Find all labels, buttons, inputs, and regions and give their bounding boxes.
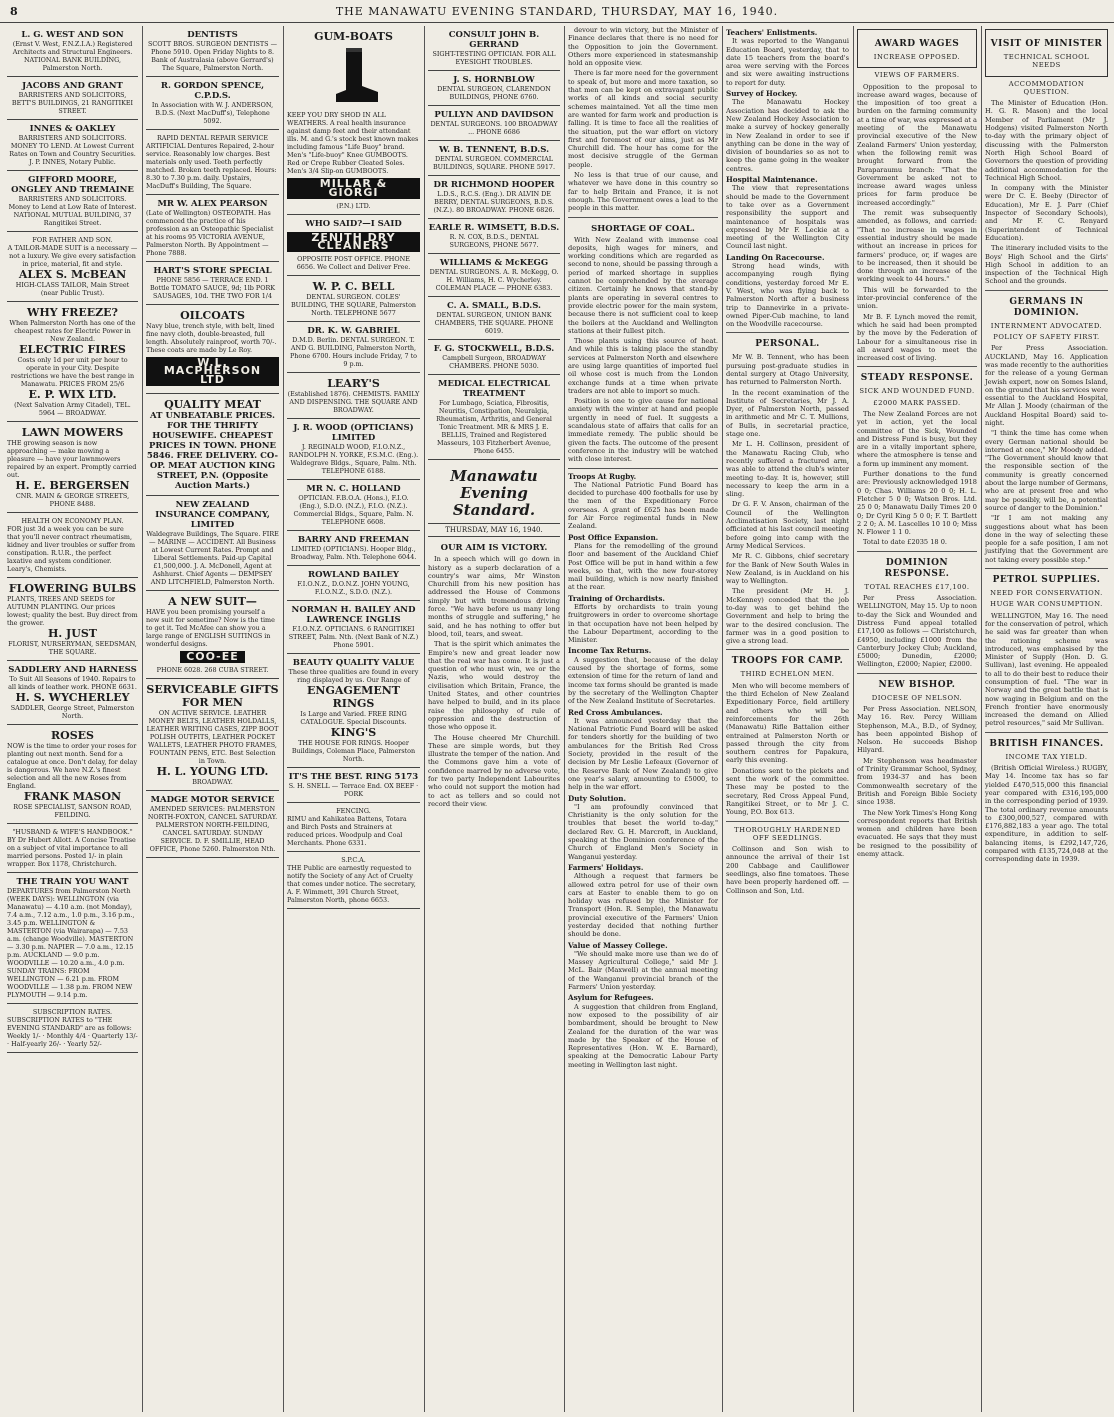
ad-pearson-osteopath: MR W. ALEX PEARSON (Late of Wellington) OSTEOPATH. Has commenced the practice of his profession as an Osteopathic Specialist at his rooms 95 VICTORIA AVENUE, Palmerston North. By Appointment — Phone 7888. (146, 195, 279, 262)
ad-jr-wood: J. R. WOOD (OPTICIANS) LIMITED J. REGINALD WOOD, F.I.O.N.Z., RANDOLPH N. YORKE, F.S.M.C. (Eng.). Waldegrave Bldgs., Square, Palm. Nth. TELEPHONE 6188. (287, 419, 420, 480)
leader-paragraph: There is far more need for the government to speak of, but more and more taxation, so that men can be kept on extravagant public works of all kinds and social security schemes maintained. Yet all the time men are wanted for farm work and production is falling. It is time to face all the realities of the situation, put the war effort on victory first and foremost of our aims, just as Mr Churchill did. The hour has come for the most decisive struggle of the German people. (568, 69, 718, 169)
ad-handbook: "HUSBAND & WIFE'S HANDBOOK." BY Dr Hubert Allott. A Concise Treatise on a subject of vital importance to all married persons. Posted 1/- in plain wrapper. Box 1178, Christchurch. (7, 824, 138, 873)
award-paragraph: Mr B. F. Lynch moved the remit, which he said had been prompted by the move by the Federation of Labour for a simultaneous rise in all award wages to meet the increased cost of living. (857, 312, 977, 363)
troops-paragraph: Men who will become members of the third Echelon of New Zealand Expeditionary Force, field artillery and others who will be reinforcements for the 26th (Manawatu) Rifle Battalion either entrained at Palmerston North or passed through the city from southern centres for Papakura, early this evening. (726, 681, 849, 765)
divider (857, 366, 977, 367)
ad-zenith-cleaners: WHO SAID?—I SAID ZENITH DRY CLEANERS OPPOSITE POST OFFICE. PHONE 6656. We Collect and Deliver Free. (287, 215, 420, 277)
award-paragraph: This will be forwarded to the inter-provincial conference of the union. (857, 285, 977, 311)
ad-gifts-for-men: SERVICEABLE GIFTS FOR MEN ON ACTIVE SERVICE. LEATHER MONEY BELTS, LEATHER HOLDALLS, LEATHER WRITING CASES, ZIPP BOOT POLISH OUTFITS, LEATHER POCKET WALLETS, LEATHER PHOTO FRAMES, FOUNTAIN PENS, ETC. Best Selection in Town. H. L. YOUNG LTD. BROADWAY. (146, 679, 279, 791)
bishop-headline: NEW BISHOP. (878, 679, 956, 690)
germans-paragraph: Per Press Association. AUCKLAND, May 16. Application was made recently to the authorities for the release of a young German Jewish expert, now on Somes Island, on the ground that his services were essential to the Auckland Hospital, Mr Allan J. Moody (chairman of the Auckland Hospital Board) said to-night. (985, 344, 1108, 427)
column-6 (722, 26, 852, 1412)
ad-mcbean-tailor: FOR FATHER AND SON. A TAILOR-MADE SUIT is a necessary — not a luxury. We give every satisfaction in price, material, fit and style. ALEX S. McBEAN HIGH-CLASS TAILOR, Main Street (near Public Trust). (7, 232, 138, 302)
news-note: Income Tax Returns. A suggestion that, because of the delay caused by the shortage of forms, some extension of time for the return of land and income tax forms should be granted is made by the secretary of the Wellington Chapter of the New Zealand Institute of Secretaries. (568, 646, 718, 706)
germans-paragraph: "If I am not making any suggestions about what has been done in the way of selecting these people for a safe position, I am not justifying that the Government are not taking every possible step." (985, 514, 1108, 564)
divider (726, 821, 849, 822)
ad-electric-fires: WHY FREEZE? When Palmerston North has one of the cheapest rates for Electric Power in New Zealand. ELECTRIC FIRES Costs only 1d per unit per hour to operate in your City. Despite restrictions we have the best range in Manawatu. PRICES FROM 25/6 E. P. WIX LTD. (Next Salvation Army Citadel), TEL. 5964 — BROADWAY. (7, 302, 138, 422)
ad-gifford-moore: GIFFORD MOORE, ONGLEY AND TREMAINE BARRISTERS AND SOLICITORS. Money to Lend at Low Rate of Interest. NATIONAL MUTUAL BUILDING, 37 Rangitikei Street. (7, 171, 138, 232)
ad-bell-dental: W. P. C. BELL DENTAL SURGEON. COLES' BUILDING, THE SQUARE, Palmerston North. TELEPHONE 5677 (287, 276, 420, 322)
steady-subheading-2: £2000 MARK PASSED. (873, 398, 961, 407)
ad-dental-repair: RAPID DENTAL REPAIR SERVICE ARTIFICIAL Dentures Repaired, 2-hour service. Reasonably low charges. Best materials only used. Teeth perfectly matched. Broken teeth replaced. Hours: 8.30 to 7.30 p.m. daily. Upstairs, MacDuff's Building, The Square. (146, 130, 279, 195)
award-wages-box (857, 29, 977, 68)
personal-item: Dr G. F. V. Anson, chairman of the Council of the Wellington Acclimatisation Society, last night officiated at his last council meeting before going into camp with the Army Medical Services. (726, 500, 849, 550)
coal-paragraph: Position is one to give cause for national anxiety with the winter at hand and people urgently in need of fuel. It suggests a scandalous state of affairs that calls for an immediate remedy. The public should be given the facts. The outcome of the present conference in the industry will be watched with close interest. (568, 397, 718, 464)
divider (726, 332, 849, 333)
germans-paragraph: "I think the time has come when every German national should be interned at once," Mr Moody added. "The Government should know that the responsible section of the community is greatly concerned about the large number of Germans, who are at present free and who may be possibly, will be, a potential source of danger to the Dominion." (985, 429, 1108, 512)
news-note: Hospital Maintenance. The view that representations should be made to the Government to take over as a Government responsibility the support and maintenance of hospitals was expressed by Mr F. Leckie at a meeting of the Wellington City Council last night. (726, 175, 849, 251)
column-8 (981, 26, 1111, 1412)
award-paragraph: Opposition to the proposal to increase award wages, because of the imposition of too great a burden on the farming community at a time of war, was expressed at a meeting of the Manawatu provincial executive of the New Zealand Farmers' Union yesterday, when the following remit was brought forward from the Paraparaumu branch: "That the Government be asked not to increase award wages unless prices for farm produce be increased accordingly." (857, 82, 977, 207)
leader-paragraph: In a speech which will go down in history as a superb declaration of a country's war aims, Mr Winston Churchill from his new position has addressed the House of Commons simply but with tremendous driving force. "We have before us many long months of struggle and suffering," he said, and he has nothing to offer but blood, toil, tears, and sweat. (428, 555, 560, 638)
ad-tennent: W. B. TENNENT, B.D.S. DENTAL SURGEON. COMMERCIAL BUILDINGS, SQUARE. PHONE 5917. (428, 141, 560, 176)
ad-pullyn-davidson: PULLYN AND DAVIDSON DENTAL SURGEONS. 100 BROADWAY ... PHONE 6686 (428, 106, 560, 141)
steady-paragraph: The New Zealand Forces are not yet in action, yet the local committee of the Sick, Wounded and Distress Fund is busy, but they are in a vitally important sphere, where the atmosphere is tense and a form up imminent any moment. (857, 409, 977, 468)
divider (568, 217, 718, 218)
leader-paragraph: That is the spirit which animates the Empire's new and great leader now that the real war has come. It is just a question of who must win, we or the Nazis, who would destroy the civilisation which Britain, France, the United States, and other countries have helped to build, and in its place raise the philosophy of rule of oppression and the destruction of those who oppose it. (428, 640, 560, 732)
personal-item: Mr L. H. Collinson, president of the Manawatu Racing Club, who recently suffered a fractured arm, was able to attend the club's winter meeting to-day. It is, however, still necessary to keep the arm in a sling. (726, 440, 849, 499)
germans-subheading-2: POLICY OF SAFETY FIRST. (993, 333, 1100, 342)
news-note: Training of Orchardists. Efforts by orchardists to train young fruitgrowers in order to overcome shortage in that occupation have not been helped by the Labour Department, according to the Minister. (568, 593, 718, 645)
visit-paragraph: In company with the Minister were Dr C. E. Beeby (Director of Education), Mr E. J. Parr (Chief Inspector of Secondary Schools), and Mr F. C. Renyard (Superintendent of Technical Education). (985, 184, 1108, 242)
coal-headline: SHORTAGE OF COAL. (591, 223, 695, 234)
ad-holland-optician: MR N. C. HOLLAND OPTICIAN. F.B.O.A. (Hons.), F.I.O. (Eng.), S.D.O. (N.Z.), F.I.O. (N.Z.). Commercial Bldgs., Square, Palm. N. TELEPHONE 6608. (287, 480, 420, 531)
seedlings-headline: THOROUGHLY HARDENED OFF SEEDLINGS. (734, 825, 841, 842)
news-note: Survey of Hockey. The Manawatu Hockey Association has decided to ask the New Zealand Hockey Association to make a survey of hockey generally in New Zealand in order to see if anything can be done in the way of division of boundaries so as not to keep the game going in the weaker centres. (726, 89, 849, 173)
steady-paragraph: Further donations to the fund are: Previously acknowledged 1918 0 0; Chas. Williams 20 0 0; H. L. Fletcher 5 0 0; Watson Bros. Ltd. 25 0 0; Manawatu Daily Times 20 0 0; Dr Cyril King 5 0 0; F. T. Bartlett 2 2 0; A. M. Lascelles 10 10 0; Miss N. Flower 1 1 0. (857, 470, 977, 537)
troops-headline: TROOPS FOR CAMP. (731, 656, 844, 667)
bishop-paragraph: Per Press Association. NELSON, May 16. Rev. Percy William Stephenson, M.A., B.D., of Sydney, has been appointed Bishop of Nelson. He succeeds Bishop Hilyard. (857, 705, 977, 755)
ad-richmond-hooper: DR RICHMOND HOOPER L.D.S., R.C.S. (Eng.). DR ALVIN DE BERRY, DENTAL SURGEONS, B.D.S. (N.Z.). 80 BROADWAY. PHONE 6826. (428, 176, 560, 219)
ad-learys: LEARY'S (Established 1876). CHEMISTS. FAMILY AND DISPENSING. THE SQUARE AND BROADWAY. (287, 373, 420, 419)
newspaper-nameplate: Manawatu Evening Standard. (450, 467, 538, 519)
ad-gerrand: CONSULT JOHN B. GERRAND SIGHT-TESTING OPTICIAN. FOR ALL EYESIGHT TROUBLES. (428, 26, 560, 71)
subscription-rates: SUBSCRIPTION RATES. SUBSCRIPTION RATES to "THE EVENING STANDARD" are as follows: Weekly 1/- · Monthly 4/4 · Quarterly 13/- · Half-yearly 26/- · Yearly 52/- (7, 1004, 138, 1053)
award-subheading-2: VIEWS OF FARMERS. (874, 71, 960, 80)
award-paragraph: The remit was subsequently amended, as follows, and carried: "That no increase in wages in essential industry should be made without an increase in prices for farmers' produce, or, if wages are to be increased, then it should be done through an increase of the working week to 44 hours." (857, 209, 977, 284)
ad-williams-mckegg: WILLIAMS & McKEGG DENTAL SURGEONS. A. R. McKegg, O. H. Williams, H. C. Wycherley. COLEMAN PLACE — PHONE 6383. (428, 254, 560, 297)
ad-fencing: FENCING. RIMU and Kahikatea Battens, Totara and Birch Posts and Strainers at reduced prices. Woodpulp and Coal Merchants. Phone 6331. (287, 803, 420, 852)
news-note: Asylum for Refugees. A suggestion that children from England, now exposed to the possibility of air bombardment, should be brought to New Zealand for the duration of the war was made by the Speaker of the House of Representatives (Hon. W. E. Barnard), speaking at the Democratic Labour Party meeting in Wellington last night. (568, 993, 718, 1069)
finance-subheading: INCOME TAX YIELD. (1005, 752, 1088, 761)
troops-subheading: THIRD ECHELON MEN. (740, 670, 835, 679)
personal-headline: PERSONAL. (755, 339, 820, 350)
divider (857, 673, 977, 674)
leader-paragraph: devour to win victory, but the Minister of Finance declares that there is no need for the Opposition to join the Government. Others more experienced in statesmanship hold an opposite view. (568, 26, 718, 68)
germans-subheading: INTERNMENT ADVOCATED. (990, 321, 1103, 330)
column-4 (424, 26, 563, 1412)
news-note: Duty Solution. "I am profoundly convinced that Christianity is the only solution for the troubles that beset the world to-day," declared Rev. G. H. Marcroft, in Auckland, speaking at the Dominion conference of the Church of England Men's Society in Wanganui yesterday. (568, 793, 718, 861)
petrol-subheading-2: HUGE WAR CONSUMPTION. (990, 600, 1103, 609)
award-headline: AWARD WAGES (874, 39, 960, 49)
ad-roses: ROSES NOW is the time to order your roses for planting out next month. Send for a catalogue at once. Don't delay, for delay is dangerous. We have N.Z.'s finest selection and all the new Roses from England. FRANK MASON ROSE SPECIALIST, SANSON ROAD, FEILDING. (7, 725, 138, 824)
ad-rowland-bailey: ROWLAND BAILEY F.I.O.N.Z., D.O.N.Z. JOHN YOUNG, F.I.O.N.Z., S.D.O. (N.Z.). (287, 566, 420, 601)
ad-scott-bros: DENTISTS SCOTT BROS. SURGEON DENTISTS — Phone 5910. Open Friday Nights to 8. Bank of Australasia (above Gerrard's) The Square, Palmerston North. (146, 26, 279, 77)
ad-medical-electrical: MEDICAL ELECTRICAL TREATMENT For Lumbago, Sciatica, Fibrositis, Neuritis, Constipation, Neuralgia, Rheumatism, Arthritis, and General Tonic Treatment. MR & MRS J. E. BELLIS, Trained and Registered Masseurs, 103 Fitzherbert Avenue, Phone 6455. (428, 375, 560, 460)
ad-madge-motor: MADGE MOTOR SERVICE AMENDED SERVICES: PALMERSTON NORTH-FOXTON, CANCEL SATURDAY. PALMERSTON NORTH-FEILDING, CANCEL SATURDAY. SUNDAY SERVICE. D. F. SMILLIE, HEAD OFFICE, Phone 5260. Palmerston Nth. (146, 791, 279, 858)
ad-lawn-mowers: LAWN MOWERS THE growing season is now approaching — make mowing a pleasure — have your lawnmowers repaired by an expert. Promptly carried out. H. E. BERGERSEN CNR. MAIN & GEORGE STREETS, PHONE 8488. (7, 422, 138, 513)
leader-headline: OUR AIM IS VICTORY. (440, 543, 548, 554)
column-3 (283, 26, 423, 1412)
visit-subheading-2: ACCOMMODATION QUESTION. (1008, 79, 1085, 96)
visit-paragraph: The Minister of Education (Hon. H. G. R. Mason) and the local Member of Parliament (Mr J. Hodgens) visited Palmerston North to-day with the primary object of discussing with the Palmerston North High School Board of Governors the question of providing additional accommodation for the Technical High School. (985, 99, 1108, 182)
ad-quality-meat: QUALITY MEAT AT UNBEATABLE PRICES. FOR THE THRIFTY HOUSEWIFE. CHEAPEST PRICES IN TOWN. PHONE 5846. FREE DELIVERY. CO-OP. MEAT AUCTION KING STREET, P.N. (Opposite Auction Marts.) (146, 394, 279, 496)
visit-subheading: TECHNICAL SCHOOL NEEDS (1003, 53, 1090, 70)
steady-headline: STEADY RESPONSE. (860, 373, 974, 384)
divider (726, 649, 849, 650)
personal-item: In the recent examination of the Institute of Secretaries, Mr J. A. Dyer, of Palmerston North, passed in arithmetic and Mr C. T. Mullions, of Bulls, in secretarial practice, stage one. (726, 388, 849, 439)
page-number: 8 (10, 5, 19, 18)
ad-stockwell: F. G. STOCKWELL, B.D.S. Campbell Surgeon, BROADWAY CHAMBERS. PHONE 5030. (428, 340, 560, 375)
petrol-subheading: NEED FOR CONSERVATION. (990, 589, 1103, 598)
issue-date: THURSDAY, MAY 16, 1940. (428, 523, 560, 537)
ad-kings-rings: BEAUTY QUALITY VALUE These three qualities are found in every ring displayed by us. Our Range of ENGAGEMENT RINGS Is Large and Varied. FREE RING CATALOGUE. Special Discounts. KING'S THE HOUSE FOR RINGS. Hooper Buildings, Coleman Place, Palmerston North. (287, 654, 420, 768)
millar-giorgi-logo: MILLAR & GIORGI (287, 178, 420, 199)
divider (568, 468, 718, 469)
news-note: Value of Massey College. "We should make more use than we do of Massey Agricultural College," said Mr J. McL. Bair (Maxwell) at the annual meeting of the Wanganui provincial branch of the Farmers' Union yesterday. (568, 940, 718, 992)
ad-west-architects: L. G. WEST AND SON (Ernst V. West, F.N.Z.I.A.) Registered Architects and Structural Engineers. NATIONAL BANK BUILDING, Palmerston North. (7, 26, 138, 77)
ad-nz-insurance: NEW ZEALAND INSURANCE COMPANY, LIMITED Waldegrave Buildings, The Square. FIRE — MARINE — ACCIDENT. All Business at Lowest Current Rates. Prompt and Liberal Settlements. Paid-up Capital £1,500,000. J. A. McDonell, Agent at Ashhurst. Chief Agents — DEMPSEY AND LITCHFIELD, Palmerston North. (146, 496, 279, 591)
train-timetable: THE TRAIN YOU WANT DEPARTURES from Palmerston North (WEEK DAYS): WELLINGTON (via Manawatu) — 4.10 a.m. (not Monday), 7.4 a.m., 7.12 a.m., 1.0 p.m., 3.16 p.m., 3.45 p.m. WELLINGTON & MASTERTON (via Wairarapa) — 7.53 a.m. (change Woodville). MASTERTON — 3.30 p.m. NAPIER — 7.0 a.m., 12.15 p.m. AUCKLAND — 9.0 p.m. WOODVILLE — 10.20 a.m., 4.0 p.m. SUNDAY TRAINS: FROM WELLINGTON — 6.21 p.m. FROM WOODVILLE — 1.38 p.m. FROM NEW PLYMOUTH — 9.14 p.m. (7, 873, 138, 1004)
visit-headline: VISIT OF MINISTER (990, 39, 1103, 49)
visit-paragraph: The itinerary included visits to the Boys' High School and the Girls' High School in addition to an inspection of the Technical High School and the grounds. (985, 244, 1108, 286)
leader-paragraph: No less is that true of our cause, and whatever we have done in this country so far to help Britain and France, it is not enough. The Government owes a lead to the people in this matter. (568, 171, 718, 213)
page-masthead (0, 0, 1114, 23)
column-2 (142, 26, 282, 1412)
newspaper-title: THE MANAWATU EVENING STANDARD, THURSDAY, MAY 16, 1940. (335, 5, 779, 18)
coal-paragraph: With New Zealand with immense coal deposits, high wages for miners, and working conditions which are regarded as second to none, should be passing through a period of marked shortage in supplies cannot be comprehended by the average citizen. Certainly he knows that stand-by plants are operating in several centres to provide electric power for the main system, because there is not sufficient coal to keep the boilers at the Auckland and Wellington stations at their fullest pitch. (568, 235, 718, 335)
dominion-subheading: TOTAL REACHES £17,100. (864, 582, 970, 591)
personal-item: Mr W. B. Tennent, who has been pursuing post-graduate studies in dental surgery at Otago University, has returned to Palmerston North. (726, 353, 849, 387)
ad-harts-store: HART'S STORE SPECIAL PHONE 5856 — TERRACE END. 1 Bottle TOMATO SAUCE, 9d; 1lb PORK SAUSAGES, 10d. THE TWO FOR 1/4 (146, 262, 279, 305)
divider (985, 732, 1108, 733)
seedlings-paragraph: Collinson and Son wish to announce the arrival of their 1st 200 Cabbage and Cauliflower seedlings, also fine tomatoes. These have been properly hardened off. — Collinson and Son, Ltd. (726, 845, 849, 895)
news-note: Landing On Racecourse. Strong head winds, with accompanying rough flying conditions, yesterday forced Mr E. V. West, who was flying back to Palmerston North after a business trip to Dannevirke in a private-owned Piper-Cub machine, to land on the Woodville racecourse. (726, 252, 849, 329)
ad-gordon-spence: R. GORDON SPENCE, C.P.D.S. In Association with W. J. ANDERSON, B.D.S. (Next MacDuff's), Telephone 5092. (146, 77, 279, 130)
zenith-logo: ZENITH DRY CLEANERS (287, 232, 420, 253)
ad-new-suit: A NEW SUIT— HAVE you been promising yourself a new suit for sometime? Now is the time to get it. Ted McAfee can show you a large range of ENGLISH SUITINGS in wonderful designs. COO-EE PHONE 6028. 268 CUBA STREET. (146, 591, 279, 679)
ad-gabriel-dental: DR. K. W. GABRIEL D.M.D. Berlin. DENTAL SURGEON. T. AND G. BUILDING, Palmerston North, Phone 6700. Hours include Friday, 7 to 9 p.m. (287, 322, 420, 373)
news-note: Troops At Rugby. The National Patriotic Fund Board has decided to purchase 400 footballs for use by the men of the Expeditionary Force overseas. A grant of £625 has been made for Air Force regimental funds in New Zealand. (568, 471, 718, 531)
cooee-logo: COO-EE (180, 651, 245, 663)
finance-paragraph: (British Official Wireless.) RUGBY, May 14. Income tax has so far yielded £470,515,000 this financial year compared with £316,195,000 in the corresponding period of 1939. The total ordinary revenue amounts to £300,000,527, compared with £176,882,183 a year ago. The total expenditure, in addition to self-balancing items, is £292,147,726, compared with £135,724,048 at the corresponding date in 1939. (985, 764, 1108, 864)
finance-headline: BRITISH FINANCES. (989, 738, 1104, 749)
ad-flowering-bulbs: FLOWERING BULBS PLANTS, TREES AND SEEDS for AUTUMN PLANTING. Our prices lowest; quality the best. Buy direct from the grower. H. JUST FLORIST, NURSERYMAN, SEEDSMAN, THE SQUARE. (7, 578, 138, 661)
ad-spca: S.P.C.A. THE Public are earnestly requested to notify the Society of any Act of Cruelty that comes under notice. The secretary, A. F. Wimmett, 391 Church Street, Palmerston North, phone 6653. (287, 852, 420, 909)
bishop-paragraph: Mr Stephenson was headmaster of Trinity Grammar School, Sydney, from 1934-37 and has been Commonwealth secretary of the British and Foreign Bible Society since 1938. (857, 756, 977, 807)
divider (857, 551, 977, 552)
wl-macpherson-logo: W.L. MACPHERSON LTD (146, 357, 279, 386)
personal-item: Mr R. C. Gibbons, chief secretary for the Bank of New South Wales in New Zealand, is in Auckland on his way to Wellington. (726, 552, 849, 586)
petrol-paragraph: WELLINGTON, May 16. The need for the conservation of petrol, which he said was far greater than when the rationing scheme was introduced, was emphasised by the Minister of Supply (Hon. D. G. Sullivan), last evening. He appealed to all to do their best to reduce their consumption of fuel. "The war in Norway and the great battle that is now waging in Belgium and on the French frontier have enormously increased the demand on Allied petrol resources," said Mr Sullivan. (985, 611, 1108, 728)
petrol-headline: PETROL SUPPLIES. (992, 575, 1101, 586)
ad-oilcoats: OILCOATS Navy blue, trench style, with belt, lined fine navy cloth, double-breasted, full length. Absolutely rainproof, worth 70/-. These coats are made by Le Roy. W.L. MACPHERSON LTD (146, 305, 279, 394)
ad-bailey-inglis: NORMAN H. BAILEY AND LAWRENCE INGLIS F.I.O.N.Z. OPTICIANS. 6 RANGITIKEI STREET, Palm. Nth. (Next Bank of N.Z.) Phone 5901. (287, 601, 420, 654)
gumboot-illustration (324, 46, 384, 106)
ad-small: C. A. SMALL, B.D.S. DENTAL SURGEON, UNION BANK CHAMBERS, THE SQUARE. PHONE 6019. (428, 297, 560, 340)
news-note: Red Cross Ambulances. It was announced yesterday that the National Patriotic Fund Board will be asked for tenders shortly for the building of two ambulances for the British Red Cross Society, provided in the result of the decision by Mr Leslie Lefeaux (Governor of the Reserve Bank of New Zealand) to give one year's salary, amounting to £5000, to help in the war effort. (568, 707, 718, 792)
ad-hornblow: J. S. HORNBLOW DENTAL SURGEON, CLARENDON BUILDINGS, PHONE 6760. (428, 71, 560, 106)
germans-headline: GERMANS IN DOMINION. (1009, 296, 1084, 318)
column-7 (853, 26, 980, 1412)
leader-paragraph: The House cheered Mr Churchill. These are simple words, but they illustrate the temper of the nation. And the Commons gave him a vote of confidence marred by no adverse vote, for two party Independent Labourites who could not support the motion had to act as tellers and so could not record their view. (428, 733, 560, 808)
ad-barry-freeman: BARRY AND FREEMAN LIMITED (OPTICIANS). Hooper Bldg., Broadway, Palm. Nth. Telephone 6044. (287, 531, 420, 566)
bishop-paragraph: The New York Times's Hong Kong correspondent reports that British women and children have been evacuated. He says that they must be resigned to the possibility of enemy attack. (857, 808, 977, 859)
news-note: Post Office Expansion. Plans for the remodelling of the ground floor and basement of the Auckland Chief Post Office will be put in hand within a few weeks, so that, with the new four-storey mail building, which is now nearly finished at the rear. (568, 532, 718, 592)
ad-jacobs-grant: JACOBS AND GRANT BARRISTERS AND SOLICITORS, BETT'S BUILDINGS, 21 RANGITIKEI STREET. (7, 77, 138, 120)
news-note: Teachers' Enlistments. It was reported to the Wanganui Education Board, yesterday, that to date 15 teachers from the board's area were serving with the Forces and six were awaiting instructions to report for duty. (726, 28, 849, 87)
divider (985, 568, 1108, 569)
divider (985, 290, 1108, 291)
personal-item: The president (Mr H. J. McKenney) conceded that the job to-day was to get behind the Government and help to bring the war to the desired conclusion. The farmer was in a good position to give a strong lead. (726, 587, 849, 646)
ad-wimsett: EARLE R. WIMSETT, B.D.S. R. N. COX, B.D.S., DENTAL SURGEONS, PHONE 5677. (428, 219, 560, 254)
column-1 (4, 26, 141, 1412)
ad-saddlery: SADDLERY AND HARNESS To Suit All Seasons of 1940. Repairs to all kinds of leather work. PHONE 6631. H. S. WYCHERLEY SADDLER, George Street, Palmerston North. (7, 661, 138, 725)
steady-total: Total to date £2035 18 0. (863, 538, 948, 547)
coal-paragraph: Those plants using this source of heat. And while this is taking place the standby services at Palmerston North and elsewhere are using large quantities of imported fuel oil whose cost is much from the London exchange funds at a time when private traders are not able to import so much. (568, 337, 718, 395)
dominion-headline: DOMINION RESPONSE. (884, 557, 950, 579)
steady-subheading: SICK AND WOUNDED FUND. (859, 387, 975, 396)
ad-innes-oakley: INNES & OAKLEY BARRISTERS AND SOLICITORS. MONEY TO LEND. At Lowest Current Rates on Town and Country Securities. J. P. INNES, Notary Public. (7, 120, 138, 171)
dominion-paragraph: Per Press Association. WELLINGTON, May 15. Up to noon to-day the Sick and Wounded and Distress Fund appeal totalled £17,100 as follows — Christchurch, £4950, including £1000 from the Canterbury Jockey Club; Auckland, £5000; Dunedin, £2000; Wellington, £2000; Napier, £2000. (857, 594, 977, 669)
ad-health-economy: HEALTH ON ECONOMY PLAN. FOR just 3d a week you can be sure that you'll never contract rheumatism, kidney and liver troubles or suffer from constipation. R.U.R., the perfect laxative and system conditioner. Leary's, Chemists. (7, 513, 138, 578)
bishop-subheading: DIOCESE OF NELSON. (871, 693, 963, 702)
ad-gumboots: GUM-BOATS KEEP YOU DRY SHOD IN ALL WEATHERS. A real health insurance against damp feet and their attendant ills. M. and G.'s stock best known makes including famous "Life Buoy" brand. Men's "Life-buoy" Knee GUMBOOTS. Red or Crepe Rubber Cleated Soles. Men's 3/4 Slip-on GUMBOOTS. MILLAR & GIORGI (P.N.) LTD. (287, 26, 420, 215)
minister-visit-box (985, 29, 1108, 77)
award-subheading: INCREASE OPPOSED. (873, 53, 961, 61)
news-note: Farmers' Holidays. Although a request that farmers be allowed extra petrol for use of their own cars at Easter to enable them to go on holiday was refused by the Minister for Transport (Hon. R. Semple), the Manawatu provincial executive of the Farmers' Union yesterday decided that nothing further should be done. (568, 862, 718, 939)
troops-paragraph: Donations sent to the pickets and sent the work of the committee. These may be posted to the secretary, Red Cross Appeal Fund, Rangitikei Street, or to Mr J. C. Young, P.O. Box 613. (726, 766, 849, 817)
ad-snell-butcher: IT'S THE BEST. RING 5173 S. H. SNELL — Terrace End. OX BEEF · PORK (287, 768, 420, 803)
column-5 (564, 26, 721, 1412)
